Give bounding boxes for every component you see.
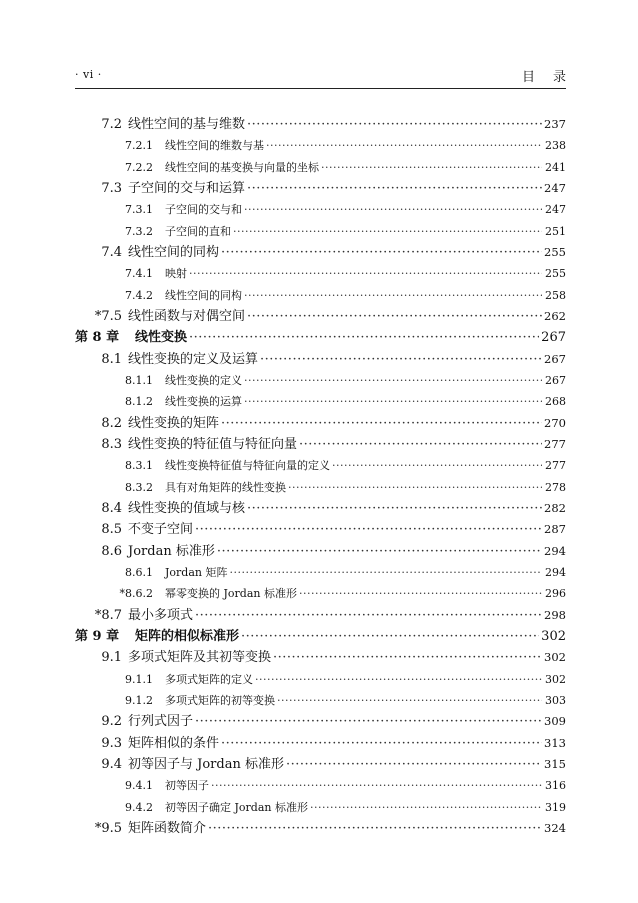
dot-leader <box>247 306 542 327</box>
toc-title: 线性变换的特征值与特征向量 <box>128 436 298 452</box>
toc-entry-section[interactable] <box>75 605 566 626</box>
toc-entry-sub[interactable] <box>75 263 566 284</box>
dot-leader <box>273 647 542 668</box>
dot-leader <box>221 733 542 754</box>
dot-leader <box>244 370 542 391</box>
toc-page-number: 247 <box>545 203 566 217</box>
toc-entry-sub[interactable] <box>75 391 566 412</box>
toc-title: 最小多项式 <box>128 607 194 623</box>
table-of-contents <box>75 114 566 839</box>
toc-number: 8.3.1 <box>125 459 153 473</box>
header-rule <box>75 88 566 89</box>
toc-title: 映射 <box>165 267 187 281</box>
toc-number: *7.5 <box>94 308 122 324</box>
toc-number: 7.3.1 <box>125 203 153 217</box>
toc-entry-sub[interactable] <box>75 562 566 583</box>
toc-number: 9.4 <box>101 756 122 772</box>
toc-title: 多项式矩阵及其初等变换 <box>128 650 272 666</box>
toc-title: 初等因子 <box>165 779 209 793</box>
toc-entry-sub[interactable] <box>75 477 566 498</box>
toc-number: 7.3 <box>101 180 122 196</box>
toc-entry-sub[interactable] <box>75 199 566 220</box>
toc-number: 8.3 <box>101 436 122 452</box>
toc-entry-section[interactable] <box>75 733 566 754</box>
toc-entry-sub[interactable] <box>75 455 566 476</box>
toc-page-number: 267 <box>544 351 566 366</box>
toc-page-number: 268 <box>545 395 566 409</box>
toc-entry-section[interactable] <box>75 434 566 455</box>
toc-title: 线性变换的定义及运算 <box>128 351 259 367</box>
dot-leader <box>244 391 542 412</box>
toc-number: 8.6.1 <box>125 565 153 579</box>
page-number: · vi · <box>75 68 102 81</box>
toc-title: 多项式矩阵的定义 <box>165 672 253 686</box>
toc-number: 7.4.2 <box>125 288 153 302</box>
toc-title: 线性空间的同构 <box>165 288 242 302</box>
toc-number: 7.2 <box>101 117 122 132</box>
toc-entry-section[interactable] <box>75 114 566 135</box>
toc-entry-section[interactable] <box>75 519 566 540</box>
toc-number: 8.1.2 <box>125 395 153 409</box>
toc-number: 9.3 <box>101 735 122 751</box>
toc-number: 7.4 <box>101 244 122 260</box>
dot-leader <box>288 477 542 498</box>
dot-leader <box>299 583 542 604</box>
toc-title: 行列式因子 <box>128 714 194 730</box>
toc-entry-sub[interactable] <box>75 775 566 796</box>
toc-title: 线性变换的定义 <box>165 373 242 387</box>
toc-page-number: 241 <box>545 160 566 174</box>
toc-page-number: 267 <box>545 373 566 387</box>
toc-number: 9.1.2 <box>125 693 153 707</box>
dot-leader <box>244 199 542 220</box>
toc-entry-sub[interactable] <box>75 583 566 604</box>
dot-leader <box>195 519 542 540</box>
toc-page-number: 313 <box>544 735 566 750</box>
toc-page-number: 303 <box>545 693 566 707</box>
dot-leader <box>217 541 542 562</box>
toc-title: 初等因子确定 Jordan 标准形 <box>165 800 308 814</box>
page-header <box>75 66 584 86</box>
toc-entry-sub[interactable] <box>75 157 566 178</box>
dot-leader <box>277 690 542 711</box>
toc-number: *8.6.2 <box>119 587 153 601</box>
toc-entry-section[interactable] <box>75 178 566 199</box>
toc-page-number: 298 <box>544 607 566 622</box>
toc-number: 8.1.1 <box>125 373 153 387</box>
toc-page-number: 238 <box>545 139 566 153</box>
toc-title: 矩阵的相似标准形 <box>135 628 240 644</box>
toc-page-number: 237 <box>544 117 566 131</box>
dot-leader <box>247 114 542 135</box>
toc-title: 线性变换的值域与核 <box>128 500 246 516</box>
dot-leader <box>211 775 542 796</box>
toc-number: 8.4 <box>101 500 122 516</box>
dot-leader <box>286 754 542 775</box>
toc-entry-sub[interactable] <box>75 370 566 391</box>
toc-entry-sub[interactable] <box>75 135 566 156</box>
toc-number: 8.5 <box>101 522 122 538</box>
dot-leader <box>247 498 542 519</box>
dot-leader <box>229 562 542 583</box>
toc-number: 8.3.2 <box>125 480 153 494</box>
toc-title: 多项式矩阵的初等变换 <box>165 693 275 707</box>
toc-title: Jordan 矩阵 <box>165 565 228 579</box>
toc-entry-section[interactable] <box>75 754 566 775</box>
toc-page-number: 282 <box>544 500 566 515</box>
toc-entry-sub[interactable] <box>75 285 566 306</box>
toc-page-number: 267 <box>541 330 566 346</box>
dot-leader <box>310 797 542 818</box>
toc-page-number: 247 <box>544 180 566 195</box>
toc-number: 9.2 <box>101 714 122 730</box>
toc-page-number: 316 <box>545 779 566 793</box>
dot-leader <box>260 349 542 370</box>
toc-title: 线性变换的矩阵 <box>128 415 220 431</box>
toc-page-number: 277 <box>544 436 566 451</box>
toc-number: 9.1 <box>101 650 122 666</box>
toc-entry-chapter[interactable] <box>75 626 566 647</box>
toc-number: 7.3.2 <box>125 224 153 238</box>
dot-leader <box>233 221 542 242</box>
toc-page-number: 294 <box>545 565 566 579</box>
toc-title: 子空间的直和 <box>165 224 231 238</box>
toc-number: 8.2 <box>101 415 122 431</box>
dot-leader <box>299 434 542 455</box>
toc-page-number: 255 <box>545 267 566 281</box>
toc-title: 矩阵函数简介 <box>128 820 207 836</box>
toc-entry-sub[interactable] <box>75 690 566 711</box>
toc-title: 线性空间的同构 <box>128 244 220 260</box>
toc-page-number: 294 <box>544 543 566 558</box>
toc-number: 7.2.1 <box>125 139 153 153</box>
toc-title: 初等因子与 Jordan 标准形 <box>128 756 284 772</box>
toc-number: 8.6 <box>101 543 122 559</box>
dot-leader <box>266 135 542 156</box>
toc-page-number: 255 <box>544 244 566 259</box>
toc-number: 9.4.1 <box>125 779 153 793</box>
toc-title: 具有对角矩阵的线性变换 <box>165 480 286 494</box>
toc-page-number: 262 <box>544 308 566 323</box>
toc-entry-chapter[interactable] <box>75 327 566 348</box>
dot-leader <box>332 455 542 476</box>
dot-leader <box>189 263 542 284</box>
toc-number: 第 8 章 <box>75 330 120 346</box>
toc-title: 线性空间的基变换与向量的坐标 <box>165 160 319 174</box>
toc-number: 9.4.2 <box>125 800 153 814</box>
toc-entry-section[interactable] <box>75 541 566 562</box>
toc-title: 线性变换特征值与特征向量的定义 <box>165 459 330 473</box>
toc-entry-section[interactable] <box>75 498 566 519</box>
dot-leader <box>247 178 542 199</box>
toc-title: 线性函数与对偶空间 <box>128 308 246 324</box>
toc-number: 9.1.1 <box>125 672 153 686</box>
dot-leader <box>195 711 542 732</box>
toc-entry-sub[interactable] <box>75 797 566 818</box>
toc-title: 线性空间的维数与基 <box>165 139 264 153</box>
toc-number: 7.4.1 <box>125 267 153 281</box>
toc-entry-sub[interactable] <box>75 669 566 690</box>
toc-page-number: 319 <box>545 800 566 814</box>
toc-page-number: 324 <box>544 820 566 835</box>
toc-title: 子空间的交与和 <box>165 203 242 217</box>
toc-page-number: 251 <box>545 224 566 238</box>
toc-page-number: 296 <box>545 587 566 601</box>
toc-entry-sub[interactable] <box>75 221 566 242</box>
dot-leader <box>255 669 542 690</box>
dot-leader <box>195 605 542 626</box>
toc-entry-section[interactable] <box>75 413 566 434</box>
toc-number: *8.7 <box>94 607 122 623</box>
toc-title: 线性变换的运算 <box>165 395 242 409</box>
toc-entry-section[interactable] <box>75 242 566 263</box>
toc-entry-section[interactable] <box>75 349 566 370</box>
dot-leader <box>321 157 542 178</box>
toc-entry-section[interactable] <box>75 306 566 327</box>
toc-title: Jordan 标准形 <box>128 543 215 559</box>
toc-page-number: 315 <box>544 756 566 771</box>
running-title: 目录 <box>521 70 584 85</box>
toc-number: *9.5 <box>94 820 122 836</box>
dot-leader <box>208 818 542 839</box>
toc-page-number: 277 <box>545 459 566 473</box>
toc-entry-section[interactable] <box>75 647 566 668</box>
toc-entry-section[interactable] <box>75 711 566 732</box>
toc-page-number: 309 <box>544 714 566 729</box>
toc-number: 7.2.2 <box>125 160 153 174</box>
dot-leader <box>244 285 542 306</box>
toc-page-number: 258 <box>545 288 566 302</box>
toc-page-number: 302 <box>544 650 566 665</box>
toc-page-number: 302 <box>541 628 566 644</box>
toc-page-number: 278 <box>545 480 566 494</box>
toc-page-number: 270 <box>544 415 566 430</box>
toc-title: 线性空间的基与维数 <box>128 117 246 132</box>
toc-number: 8.1 <box>101 351 122 367</box>
toc-title: 子空间的交与和运算 <box>128 180 246 196</box>
toc-title: 线性变换 <box>135 330 188 346</box>
dot-leader <box>241 626 539 647</box>
toc-title: 不变子空间 <box>128 522 194 538</box>
toc-entry-section[interactable] <box>75 818 566 839</box>
toc-title: 矩阵相似的条件 <box>128 735 220 751</box>
dot-leader <box>221 242 542 263</box>
dot-leader <box>221 413 542 434</box>
dot-leader <box>189 327 539 348</box>
toc-title: 幂零变换的 Jordan 标准形 <box>165 587 297 601</box>
toc-page-number: 287 <box>544 522 566 537</box>
toc-number: 第 9 章 <box>75 628 120 644</box>
toc-page-number: 302 <box>545 672 566 686</box>
